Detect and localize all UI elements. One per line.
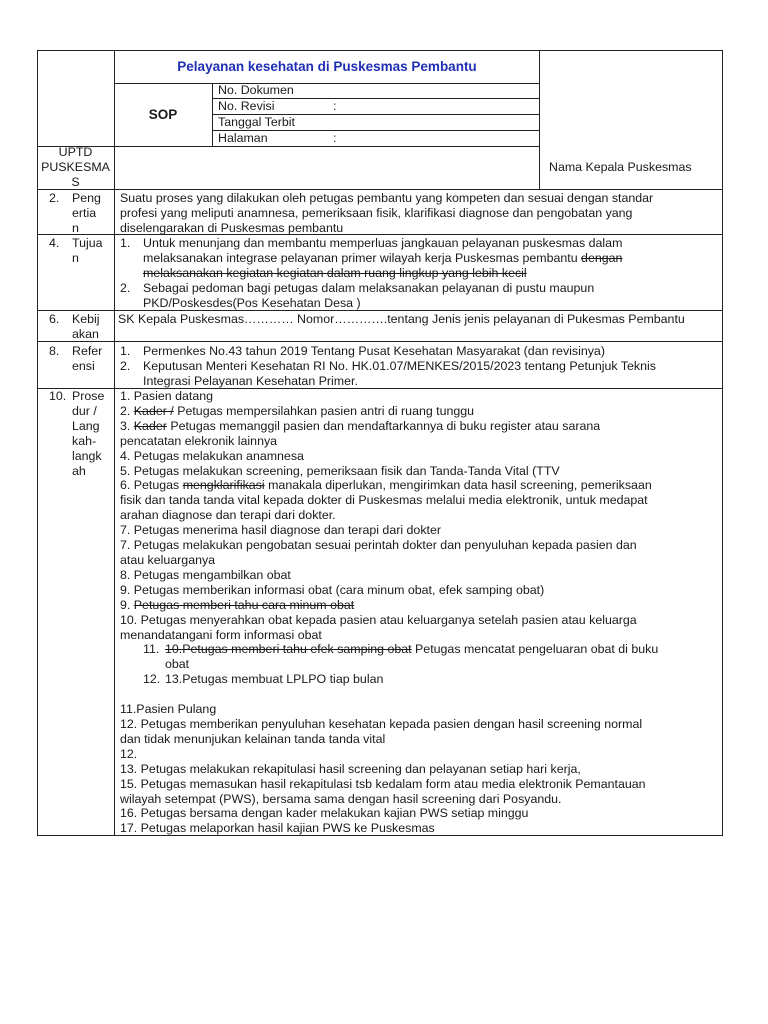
frame-top <box>37 50 723 51</box>
pengertian-label-line-3: n <box>72 221 79 235</box>
prosedur-step-7a: 7. Petugas menerima hasil diagnose dan terapi dari dokter <box>120 523 441 537</box>
prosedur-label-line-6: ah <box>72 464 86 478</box>
prosedur-step-6-line-2: fisik dan tanda tanda vital kepada dokter di Puskesmas melalui media elektronik, untuk medapat <box>120 493 648 507</box>
doc-field-label-halaman: Halaman <box>218 131 268 145</box>
kebijakan-label-line-2: akan <box>72 327 99 341</box>
pengertian-label-line-1: Peng <box>72 191 101 205</box>
prosedur-sub-12: 13.Petugas membuat LPLPO tiap bulan <box>165 672 384 686</box>
prosedur-step-3 <box>120 419 600 434</box>
row-divider-kebijakan <box>37 310 723 311</box>
kepala-puskesmas-label: Nama Kepala Puskesmas <box>549 160 692 174</box>
prosedur-step-9b-strike: Petugas memberi tahu cara minum obat <box>133 598 355 612</box>
prosedur-step-15-line-1: 15. Petugas memasukan hasil rekapitulasi tsb kedalam form atau media elektronik Pemantauan <box>120 777 646 791</box>
prosedur-sub-11-text: Petugas mencatat pengeluaran obat di buku <box>415 642 659 656</box>
prosedur-step-4: 4. Petugas melakukan anamnesa <box>120 449 304 463</box>
prosedur-step-13: 13. Petugas melakukan rekapitulasi hasil screening dan pelayanan setiap hari kerja, <box>120 762 581 776</box>
pengertian-text-line-1: Suatu proses yang dilakukan oleh petugas pembantu yang kompeten dan sesuai dengan standar <box>120 191 654 205</box>
prosedur-step-9b-number: 9. <box>120 598 131 612</box>
referensi-item-1-number: 1. <box>120 344 131 358</box>
row-divider-referensi <box>37 341 723 342</box>
prosedur-step-6 <box>120 478 652 493</box>
prosedur-label-line-2: dur / <box>72 404 97 418</box>
prosedur-step-2 <box>120 404 474 419</box>
sop-document <box>37 50 723 836</box>
prosedur-step-2-text: Petugas mempersilahkan pasien antri di ruang tunggu <box>177 404 475 418</box>
prosedur-step-6-line-3: arahan diagnose dan terapi dari dokter. <box>120 508 336 522</box>
tujuan-item-1-line-2 <box>143 251 622 266</box>
prosedur-sub-11-strike: 10.Petugas memberi tahu efek samping obat <box>165 642 412 656</box>
tujuan-label-line-2: n <box>72 251 79 265</box>
tujuan-item-1-number: 1. <box>120 236 131 250</box>
prosedur-sub-11-number: 11. <box>143 642 160 656</box>
prosedur-label-line-1: Prose <box>72 389 105 403</box>
prosedur-sub-11 <box>165 642 658 657</box>
prosedur-step-12b: 12. <box>120 747 138 761</box>
prosedur-step-16: 16. Petugas bersama dengan kader melakukan kajian PWS setiap minggu <box>120 806 529 820</box>
prosedur-step-1: 1. Pasien datang <box>120 389 214 403</box>
prosedur-step-6-prefix: 6. Petugas <box>120 478 180 492</box>
frame-right <box>722 50 723 836</box>
kebijakan-text: SK Kepala Puskesmas………… Nomor………….tentang Jenis jenis pelayanan di Pukesmas Pembantu <box>118 312 685 326</box>
prosedur-step-15-line-2: wilayah setempat (PWS), bersama sama dengan hasil screening dari Posyandu. <box>120 792 562 806</box>
prosedur-step-3-line-2: pencatatan elekronik lainnya <box>120 434 278 448</box>
tujuan-number: 4. <box>49 236 60 250</box>
tujuan-item-2-line-1: Sebagai pedoman bagi petugas dalam melaksanakan pelayanan di pustu maupun <box>143 281 595 295</box>
prosedur-step-2-number: 2. <box>120 404 131 418</box>
prosedur-step-10-line-1: 10. Petugas menyerahkan obat kepada pasien atau keluarganya setelah pasien atau keluarga <box>120 613 637 627</box>
doc-field-label-no-dokumen: No. Dokumen <box>218 83 294 97</box>
prosedur-step-12-line-1: 12. Petugas memberikan penyuluhan kesehatan kepada pasien dengan hasil screening normal <box>120 717 643 731</box>
prosedur-step-8: 8. Petugas mengambilkan obat <box>120 568 291 582</box>
prosedur-step-7b-line-1: 7. Petugas melakukan pengobatan sesuai perintah dokter dan penyuluhan kepada pasien dan <box>120 538 637 552</box>
prosedur-step-11-pulang: 11.Pasien Pulang <box>120 702 217 716</box>
prosedur-number: 10. <box>49 389 67 403</box>
uptd-label-line-1: UPTD <box>58 145 93 159</box>
prosedur-sub-11-line-2: obat <box>165 657 190 671</box>
referensi-label-line-2: ensi <box>72 359 95 373</box>
doc-field-label-no-revisi: No. Revisi <box>218 99 275 113</box>
document-title: Pelayanan kesehatan di Puskesmas Pembantu <box>177 59 477 74</box>
referensi-item-2-line-1: Keputusan Menteri Kesehatan RI No. HK.01.07/MENKES/2015/2023 tentang Petunjuk Teknis <box>143 359 656 373</box>
prosedur-label-line-4: kah- <box>72 434 97 448</box>
prosedur-step-6-text: manakala diperlukan, mengirimkan data hasil screening, pemeriksaan <box>268 478 652 492</box>
prosedur-step-6-strike: mengklarifikasi <box>182 478 265 492</box>
uptd-label-line-2: PUSKESMA <box>41 160 110 174</box>
prosedur-step-12-line-2: dan tidak menunjukan kelainan tanda tanda vital <box>120 732 386 746</box>
label-column-divider <box>114 146 115 836</box>
pengertian-text-line-2: profesi yang meliputi anamnesa, pemeriksaan fisik, klarifikasi diagnose dan pengobatan yang <box>120 206 633 220</box>
tujuan-item-1-line-2-text: melaksanakan integrase pelayanan primer wilayah kerja Puskesmas pembantu <box>143 251 578 265</box>
doc-field-sep-no-revisi: : <box>333 99 337 113</box>
prosedur-label-line-5: langk <box>72 449 102 463</box>
prosedur-step-10-line-2: menandatangani form informasi obat <box>120 628 322 642</box>
referensi-label-line-1: Refer <box>72 344 103 358</box>
tujuan-item-2-number: 2. <box>120 281 131 295</box>
referensi-item-1: Permenkes No.43 tahun 2019 Tentang Pusat Kesehatan Masyarakat (dan revisinya) <box>143 344 605 358</box>
prosedur-step-9a: 9. Petugas memberikan informasi obat (cara minum obat, efek samping obat) <box>120 583 545 597</box>
tujuan-item-1-line-3-strike: melaksanakan kegiatan kegiatan dalam ruang lingkup yang lebih kecil <box>143 266 527 280</box>
kebijakan-label-line-1: Kebij <box>72 312 100 326</box>
prosedur-step-3-text: Petugas memanggil pasien dan mendaftarkannya di buku register atau sarana <box>170 419 601 433</box>
prosedur-step-17: 17. Petugas melaporkan hasil kajian PWS ke Puskesmas <box>120 821 435 835</box>
section-top <box>37 189 723 190</box>
prosedur-step-5: 5. Petugas melakukan screening, pemeriksaan fisik dan Tanda-Tanda Vital (TTV <box>120 464 560 478</box>
pengertian-label-line-2: ertia <box>72 206 97 220</box>
prosedur-step-3-strike: Kader <box>133 419 167 433</box>
pengertian-text-line-3: diselengarakan di Puskesmas pembantu <box>120 221 344 235</box>
tujuan-item-1-line-2-strike: dengan <box>581 251 623 265</box>
referensi-item-2-line-2: Integrasi Pelayanan Kesehatan Primer. <box>143 374 358 388</box>
pengertian-number: 2. <box>49 191 60 205</box>
kebijakan-number: 6. <box>49 312 60 326</box>
prosedur-step-9b <box>120 598 354 613</box>
tujuan-label-line-1: Tujua <box>72 236 103 250</box>
prosedur-sub-12-number: 12. <box>143 672 161 686</box>
referensi-number: 8. <box>49 344 60 358</box>
tujuan-item-1-line-1: Untuk menunjang dan membantu memperluas jangkauan pelayanan puskesmas dalam <box>143 236 623 250</box>
uptd-label-line-3: S <box>71 175 80 189</box>
prosedur-step-7b-line-2: atau keluarganya <box>120 553 216 567</box>
prosedur-label-line-3: Lang <box>72 419 100 433</box>
sop-label: SOP <box>148 107 178 122</box>
doc-field-sep-halaman: : <box>333 131 337 145</box>
doc-field-label-tanggal-terbit: Tanggal Terbit <box>218 115 295 129</box>
title-row-divider <box>114 83 540 84</box>
tujuan-item-2-line-2: PKD/Poskesdes(Pos Kesehatan Desa ) <box>143 296 361 310</box>
referensi-item-2-number: 2. <box>120 359 131 373</box>
prosedur-step-3-number: 3. <box>120 419 131 433</box>
prosedur-step-2-strike: Kader / <box>133 404 174 418</box>
